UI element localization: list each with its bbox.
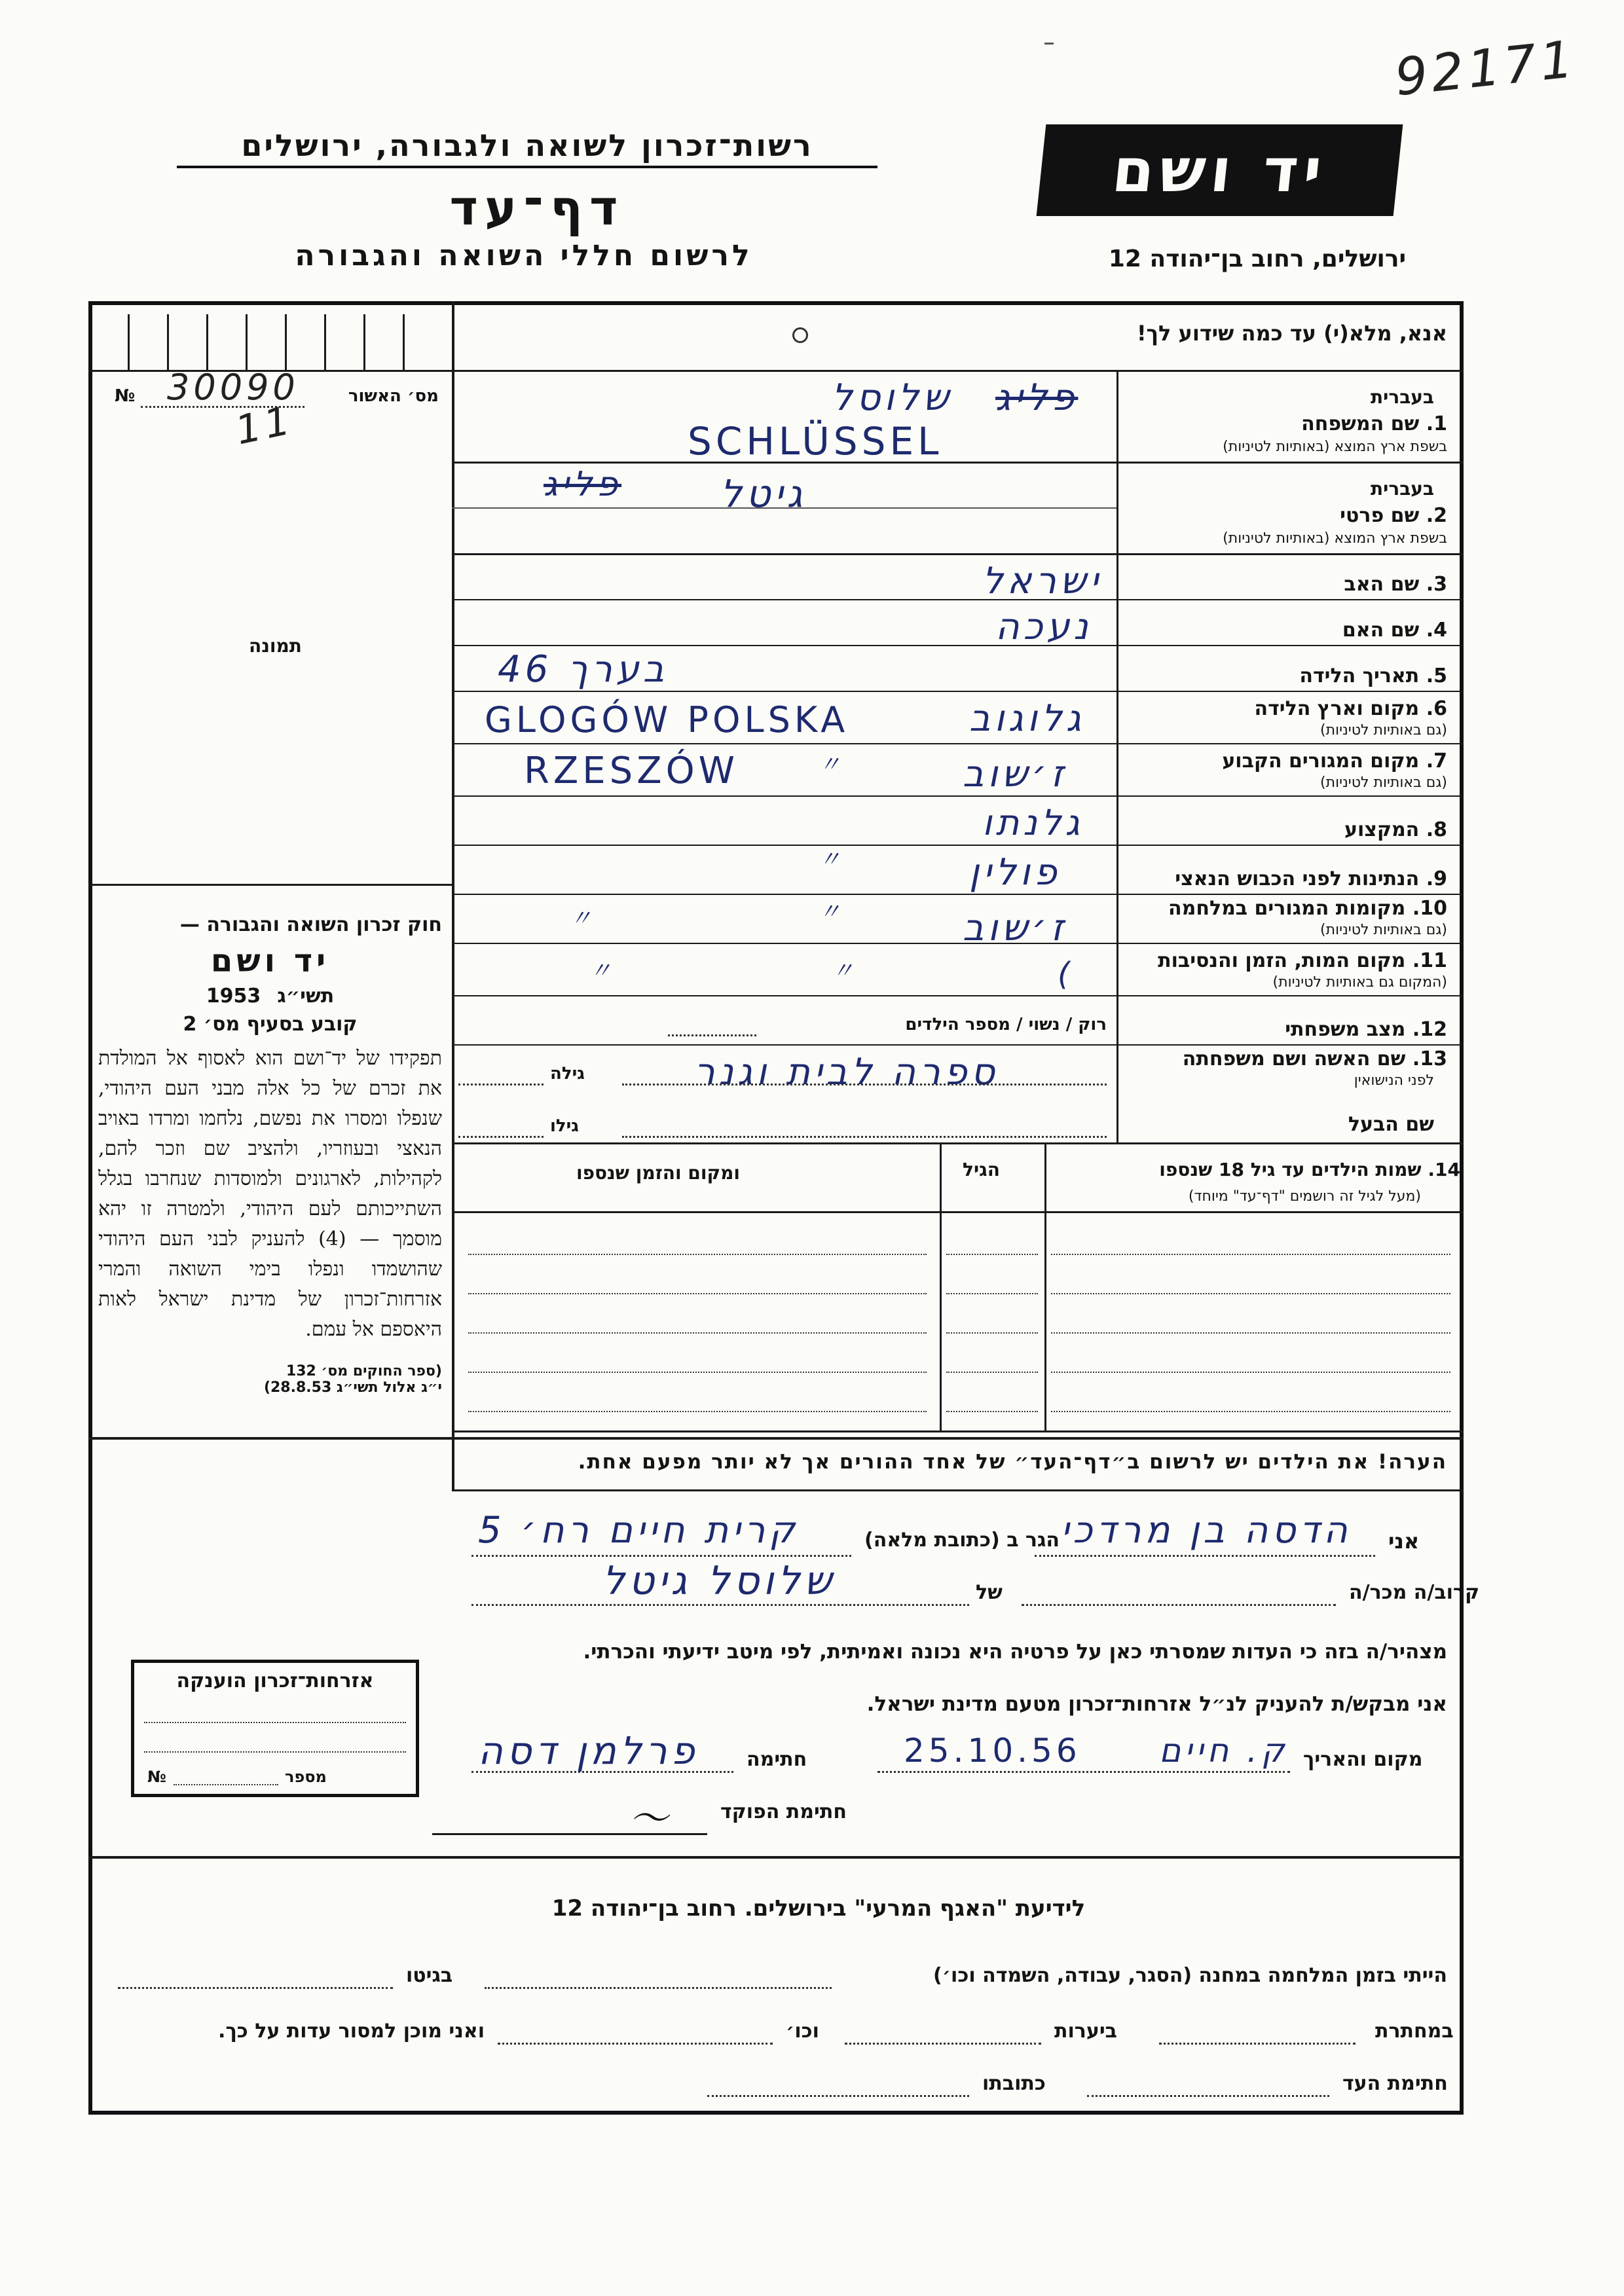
field-9-value: פולין (969, 851, 1061, 894)
field-2-sub: בשפת ארץ המוצא (באותיות לטיניות) (1223, 530, 1447, 547)
field-6-num: 6. (1426, 697, 1447, 720)
law-year: 1953 (206, 985, 261, 1008)
field-husband-label: שם הבעל (1348, 1113, 1434, 1136)
field-13-sub: לפני הנישואין (1354, 1072, 1434, 1089)
reference-number: 92171 (1392, 29, 1580, 108)
law-name: יד ושם (210, 943, 330, 979)
field-6-name: מקום וארץ הלידה (1254, 697, 1420, 720)
field-3-value: ישראל (982, 560, 1103, 602)
field-5-num: 5. (1426, 665, 1447, 687)
field-10-ditto-b: 〃 (819, 899, 845, 925)
field-1-hebrew-value: שלוסל (832, 376, 953, 419)
decl-lives-at: הגר ב (כתובת מלאה) (864, 1529, 1060, 1552)
registration-prefix: № (115, 386, 136, 406)
field-5-label (1299, 665, 1447, 687)
address: ירושלים, רחוב בן־יהודה 12 (1108, 246, 1407, 272)
officer-signature: 〜 (629, 1796, 672, 1842)
field-13-age-label: גילה (550, 1064, 585, 1084)
children-sub: (מעל לגיל זה רושמים "דף־עד" מיוחד) (1188, 1188, 1421, 1205)
field-7-name: מקום המגורים הקבוע (1222, 750, 1420, 773)
law-clause: קובע בסעיף מס׳ 2 (183, 1013, 358, 1036)
decl-name: הדסה בן מרדכי (1061, 1509, 1352, 1552)
law-year-heb: תשי״ג (277, 985, 335, 1008)
field-11-label (1158, 949, 1447, 972)
field-13-value: ספרה לבית וגנר (694, 1051, 999, 1093)
field-7-latin-value: RZESZÓW (524, 750, 739, 792)
law-text: תפקידו של יד־ושם הוא לאסוף אל המולדת את זכרם של כל אלה מבני העם היהודי, שנפלו ומסרו את נפשם, נלחמו ומרדו באויב הנאצי ובעוזריו, ולהציב שם וזכר להם, לקהילות, לארגונים ולמוסדות שנחרבו בגלל השתייכותם לעם היהודי, ולמטרה זו יהא מוסמך — (4) להעניק לבני העם היהודי שהושמדו ונפלו בימי השואה והמרי אזרחות־זכרון של מדינת ישראל לאות היאספם אל עמם. (98, 1047, 442, 1341)
field-13-num: 13. (1412, 1048, 1447, 1070)
field-6-sub: (גם באותיות לטיניות) (1320, 722, 1447, 738)
citizenship-number-label: מספר (285, 1768, 327, 1786)
field-3-label (1344, 573, 1447, 596)
field-11-sub: (המקום גם באותיות לטיניות) (1272, 974, 1447, 991)
footer-row1-b: בגיטו (406, 1964, 453, 1987)
field-6-latin-value: GLOGÓW POLSKA (485, 699, 849, 740)
law-block (98, 913, 442, 1396)
form-subtitle: לרשום חללי השואה והגבורה (295, 239, 753, 272)
decl-statement: מצהיר/ה בזה כי העדות שמסרתי כאן על פרטיה היא נכונה ואמיתית, לפי מיטב ידיעתי והכרתי. (583, 1640, 1447, 1664)
field-10-sub: (גם באותיות לטיניות) (1320, 922, 1447, 938)
seal-mark (792, 327, 808, 343)
authority-name: רשות־זכרון לשואה ולגבורה, ירושלים (177, 128, 877, 168)
field-7-ditto: 〃 (819, 752, 845, 778)
decl-officer-label: חתימת הפוקד (720, 1800, 847, 1823)
footer-row2-a: במחתרת (1375, 2020, 1454, 2043)
law-title: חוק זכרון השואה והגבורה — (179, 913, 442, 936)
field-1-num: 1. (1426, 412, 1447, 435)
field-12-num: 12. (1412, 1018, 1447, 1041)
field-5-value: בערך 46 (498, 648, 669, 691)
field-2-label (1340, 504, 1447, 527)
field-7-num: 7. (1426, 750, 1447, 773)
field-1-label (1301, 412, 1447, 435)
field-2-num: 2. (1426, 504, 1447, 527)
field-4-label (1342, 619, 1447, 642)
lang-hebrew-2: בעברית (1370, 478, 1434, 500)
children-place-col: ומקום והזמן שנספו (576, 1162, 741, 1184)
field-7-hebrew-value: ז׳שוב (963, 753, 1067, 795)
field-8-value: גלנתו (982, 802, 1084, 843)
logo-text: יד ושם (1109, 135, 1331, 206)
field-12-label (1285, 1018, 1447, 1041)
field-10-value: ז׳שוב (963, 907, 1067, 949)
decl-place-value: ק. חיים (1159, 1732, 1289, 1770)
form-title: דף־עד (449, 180, 625, 236)
decl-of: של (976, 1581, 1003, 1604)
fill-request: אנא, מלא(י) עד כמה שידוע לך! (1136, 321, 1447, 346)
field-12-options: רוק / נשוי / מספר הילדים (905, 1015, 1107, 1034)
children-num: 14. (1428, 1159, 1460, 1180)
law-source-1: (ספר החוקים מס׳ 132 (286, 1363, 442, 1379)
decl-address: קרית חיים רח׳ 5 (478, 1509, 799, 1552)
top-tick (1044, 39, 1054, 45)
field-10-label (1168, 897, 1447, 920)
citizenship-no-sign: № (147, 1768, 166, 1786)
field-11-ditto-b: 〃 (832, 958, 858, 984)
children-title: שמות הילדים עד גיל 18 שנספו (1159, 1159, 1422, 1180)
field-12-name: מצב משפחתי (1285, 1018, 1406, 1041)
footer-title: לידיעת "האגף המרעי" בירושלים. רחוב בן־יהודה 12 (551, 1895, 1086, 1922)
field-4-num: 4. (1426, 619, 1447, 642)
footer-row3-b: כתובתו (982, 2072, 1046, 2095)
footer-row2-c: וכו׳ (786, 2020, 819, 2043)
field-10-num: 10. (1412, 897, 1447, 920)
field-6-hebrew-value: גלוגוב (969, 697, 1085, 740)
field-8-num: 8. (1426, 818, 1447, 841)
field-1-sub: בשפת ארץ המוצא (באותיות לטיניות) (1223, 439, 1447, 455)
footer-row2-d: ואני מוכן למסור עדות על כך. (218, 2020, 485, 2043)
lang-hebrew-1: בעברית (1370, 386, 1434, 408)
field-4-name: שם האם (1342, 619, 1420, 642)
note-text: הערה! את הילדים יש לרשום ב״דף־העד״ של אחד ההורים אך לא יותר מפעם אחת. (578, 1450, 1447, 1474)
yad-vashem-logo (1037, 124, 1403, 216)
field-2-name: שם פרטי (1340, 504, 1420, 527)
decl-signature-value: פרלמן דסה (478, 1728, 699, 1773)
registration-initial: 11 (231, 397, 298, 454)
field-6-label (1255, 697, 1447, 720)
field-13-label (1183, 1048, 1447, 1070)
decl-relative: קרוב/ה מכר/ה (1349, 1581, 1480, 1604)
registration-label: מס׳ האשור (348, 386, 439, 406)
field-1-latin-value: SCHLÜSSEL (688, 419, 943, 464)
field-9-label (1175, 867, 1447, 890)
field-2-hebrew-value: גיטל (720, 471, 807, 516)
field-10-ditto-a: 〃 (570, 905, 596, 932)
footer-row3-a: חתימת העד (1342, 2072, 1448, 2095)
field-3-name: שם האב (1344, 573, 1420, 596)
children-age-col: הגיל (963, 1159, 1000, 1180)
decl-request: אני מבקש/ת להעניק לנ״ל אזרחות־זכרון מטעם מדינת ישראל. (866, 1692, 1447, 1716)
citizenship-title: אזרחות־זכרון הוענקה (176, 1669, 374, 1692)
field-9-name: הנתינות לפני הכבוש הנאצי (1175, 867, 1420, 890)
footer-row2-b: ביערות (1054, 2020, 1117, 2043)
field-7-label (1222, 750, 1447, 773)
field-2-struck-value: פליג (544, 465, 622, 504)
registration-number: 30090 (167, 367, 299, 408)
law-source-2: י״ג אלול תשי״ג 28.8.53) (263, 1379, 442, 1396)
footer-row1-a: הייתי בזמן המלחמה במחנה (הסגר, עבודה, השמדה וכו׳) (933, 1964, 1447, 1987)
decl-signature-label: חתימה (747, 1748, 807, 1771)
field-11-ditto-a: 〃 (589, 958, 616, 984)
field-13-name: שם האשה ושם משפחתה (1182, 1048, 1406, 1070)
field-1-name: שם המשפחה (1301, 412, 1420, 435)
field-4-value: נעכה (995, 606, 1092, 648)
decl-date-value: 25.10.56 (904, 1732, 1081, 1770)
field-11-value: ( (1058, 956, 1074, 993)
field-9-num: 9. (1426, 867, 1447, 890)
field-7-sub: (גם באותיות לטיניות) (1320, 774, 1447, 791)
field-11-name: מקום המות, הזמן והנסיבות (1158, 949, 1406, 972)
field-5-name: תאריך הלידה (1299, 665, 1420, 687)
field-8-label (1344, 818, 1447, 841)
decl-of-value: שלוסל גיטל (602, 1558, 836, 1604)
field-1-struck-value: פליג (995, 376, 1079, 419)
field-8-name: המקצוע (1344, 818, 1420, 841)
field-3-num: 3. (1426, 573, 1447, 596)
photo-label: תמונה (249, 635, 302, 657)
decl-place-date: מקום והאריך (1303, 1748, 1423, 1771)
citizenship-box (131, 1660, 419, 1797)
children-label (1048, 1159, 1460, 1180)
field-labels (1120, 370, 1460, 1142)
field-9-ditto: 〃 (819, 847, 845, 873)
field-husband-age-label: גילו (550, 1116, 579, 1136)
decl-i-am: אני (1388, 1529, 1420, 1554)
field-11-num: 11. (1412, 949, 1447, 972)
field-10-name: מקומות המגורים במלחמה (1168, 897, 1406, 920)
